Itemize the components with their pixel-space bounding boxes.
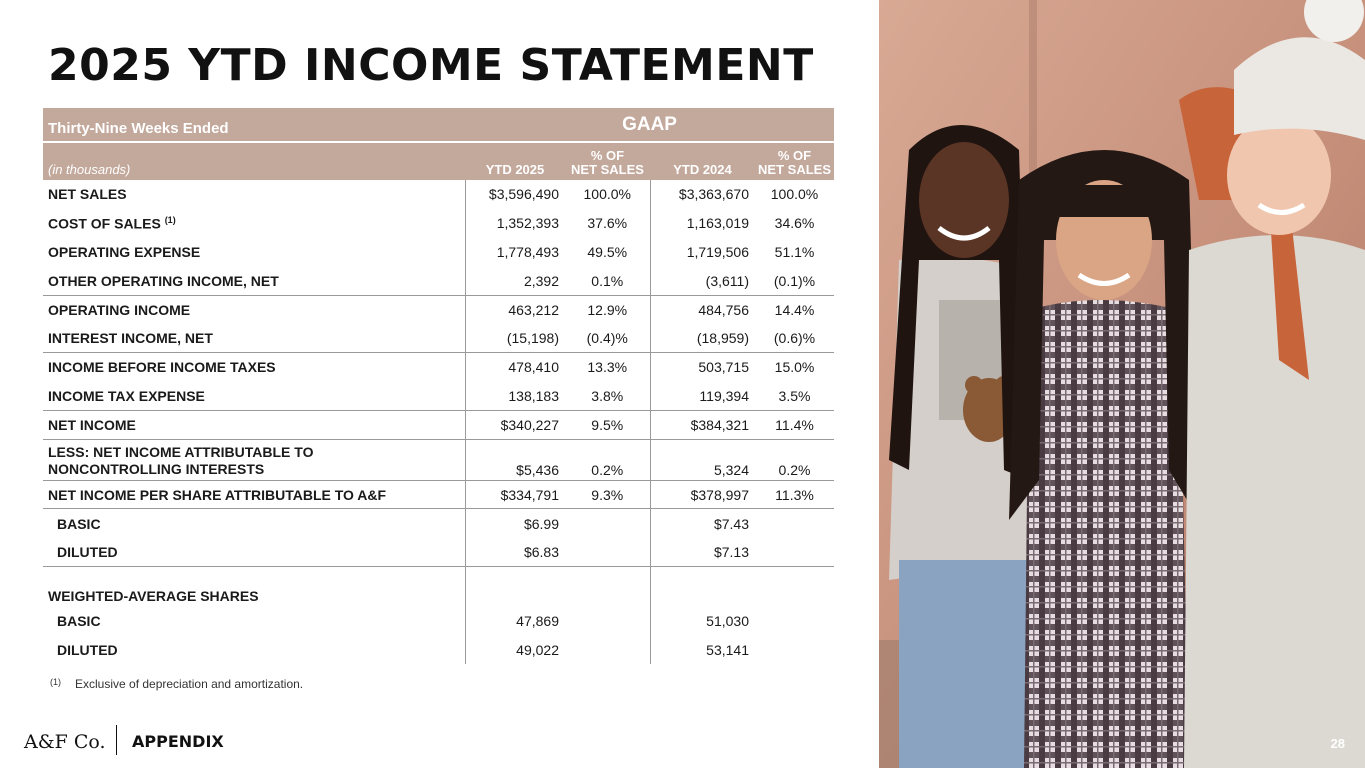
value-ytd-2025: 47,869 [465, 607, 565, 636]
pct-ytd-2024: (0.6)% [773, 330, 816, 347]
table-row [43, 635, 834, 664]
value-ytd-2024: (18,959) [650, 324, 755, 353]
row-label [43, 635, 465, 664]
row-label [43, 538, 465, 567]
value-ytd-2024: $378,997 [650, 480, 755, 509]
row-label [43, 324, 465, 353]
row-label [43, 295, 465, 324]
row-label-text: DILUTED [57, 641, 118, 658]
table-header-row [43, 108, 834, 142]
table-row [43, 567, 834, 607]
row-label [43, 410, 465, 439]
income-statement-table [43, 108, 834, 664]
pct-ytd-2025: 13.3% [565, 353, 650, 382]
row-label [43, 567, 465, 607]
pct-ytd-2025 [565, 635, 650, 664]
value-ytd-2025: $6.99 [465, 509, 565, 538]
pct-ytd-2025: 12.9% [565, 295, 650, 324]
row-label [43, 382, 465, 411]
page-number: 28 [1330, 736, 1345, 751]
row-label [43, 509, 465, 538]
row-label [43, 209, 465, 238]
row-label-text: OPERATING INCOME [48, 301, 191, 318]
table-row [43, 410, 834, 439]
table-row [43, 480, 834, 509]
appendix-label: APPENDIX [132, 732, 224, 751]
pct-ytd-2024: 14.4% [755, 295, 834, 324]
table-row [43, 180, 834, 209]
pct-ytd-2024: 15.0% [755, 353, 834, 382]
row-label-text: NET INCOME [48, 416, 136, 433]
row-label-text: COST OF SALES [48, 215, 161, 232]
row-label-line-2: NONCONTROLLING INTERESTS [48, 460, 265, 477]
value-ytd-2025: 478,410 [465, 353, 565, 382]
column-header-ytd-2025: YTD 2025 [465, 142, 565, 180]
pct-ytd-2024: 34.6% [774, 215, 815, 232]
value-ytd-2024: 484,756 [650, 295, 755, 324]
three-children-photo [879, 0, 1365, 768]
row-label-text: BASIC [57, 515, 101, 532]
table-row [43, 266, 834, 295]
pct-ytd-2025: (0.4)% [586, 330, 628, 347]
footer-divider [116, 725, 117, 755]
column-header-pct-2025: % OF NET SALES [565, 142, 650, 180]
value-ytd-2025: 463,212 [465, 295, 565, 324]
value-ytd-2025: $6.83 [465, 538, 565, 567]
value-ytd-2024: 51,030 [650, 607, 755, 636]
column-header-row [43, 142, 834, 180]
column-header-pct-2024: % OF NET SALES [755, 142, 834, 180]
pct-ytd-2025: 37.6% [587, 215, 628, 232]
column-header-ytd-2024: YTD 2024 [650, 142, 755, 180]
table-row [43, 538, 834, 567]
value-ytd-2024: 53,141 [650, 635, 755, 664]
value-ytd-2024: $7.13 [650, 538, 755, 567]
value-ytd-2024: 1,163,019 [650, 209, 755, 238]
footnote-ref: (1) [164, 214, 176, 225]
pct-ytd-2024: 51.1% [774, 243, 815, 260]
table-row [43, 353, 834, 382]
value-ytd-2025: $3,596,490 [465, 180, 565, 209]
value-ytd-2024: 5,324 [650, 439, 755, 480]
pct-ytd-2024: 3.5% [778, 387, 811, 404]
value-ytd-2025: 49,022 [465, 635, 565, 664]
table-row [43, 607, 834, 636]
gaap-label: GAAP [465, 108, 834, 142]
pct-ytd-2025: 0.1% [591, 272, 624, 289]
row-label-text: OTHER OPERATING INCOME, NET [48, 272, 279, 289]
value-ytd-2025: (15,198) [465, 324, 565, 353]
pct-ytd-2024: (0.1)% [773, 272, 816, 289]
value-ytd-2025: 2,392 [465, 266, 565, 295]
units-label: (in thousands) [43, 142, 465, 180]
value-ytd-2024: $7.43 [650, 509, 755, 538]
row-label-line-1: LESS: NET INCOME ATTRIBUTABLE TO [48, 443, 314, 460]
row-label [43, 266, 465, 295]
pct-ytd-2024 [755, 635, 834, 664]
pct-ytd-2024: 100.0% [770, 186, 819, 203]
value-ytd-2024: (3,611) [650, 266, 755, 295]
row-label-text: BASIC [57, 612, 101, 629]
row-label-text: NET SALES [48, 186, 127, 203]
table-row [43, 439, 834, 480]
pct-ytd-2024 [755, 509, 834, 538]
value-ytd-2024: 503,715 [650, 353, 755, 382]
value-ytd-2025: $340,227 [465, 410, 565, 439]
period-label: Thirty-Nine Weeks Ended [43, 108, 465, 142]
page-title: 2025 YTD INCOME STATEMENT [48, 40, 814, 91]
value-ytd-2024 [650, 567, 755, 607]
value-ytd-2024: 1,719,506 [650, 238, 755, 267]
row-label [43, 180, 465, 209]
pct-ytd-2025 [565, 538, 650, 567]
row-label-text: INCOME TAX EXPENSE [48, 387, 205, 404]
pct-ytd-2025: 100.0% [583, 186, 631, 203]
row-label-text: WEIGHTED-AVERAGE SHARES [48, 587, 259, 604]
pct-ytd-2024 [755, 567, 834, 607]
row-label [43, 480, 465, 509]
value-ytd-2025 [465, 567, 565, 607]
pct-ytd-2024: 11.4% [755, 410, 834, 439]
value-ytd-2025: 1,352,393 [465, 209, 565, 238]
row-label [43, 439, 465, 480]
footnote-mark: (1) [50, 677, 61, 687]
table-row [43, 295, 834, 324]
pct-ytd-2025 [565, 607, 650, 636]
pct-ytd-2025: 9.3% [565, 480, 650, 509]
footnote [50, 677, 303, 691]
pct-ytd-2024 [755, 607, 834, 636]
value-ytd-2025: 1,778,493 [465, 238, 565, 267]
pct-ytd-2025: 0.2% [565, 439, 650, 480]
row-label-text: INCOME BEFORE INCOME TAXES [48, 359, 276, 376]
pct-ytd-2025: 3.8% [591, 387, 624, 404]
value-ytd-2024: 119,394 [650, 382, 755, 411]
row-label [43, 238, 465, 267]
row-label-text: OPERATING EXPENSE [48, 243, 201, 260]
pct-ytd-2025: 9.5% [565, 410, 650, 439]
row-label [43, 353, 465, 382]
value-ytd-2025: $5,436 [465, 439, 565, 480]
af-co-logo: A&F Co. [24, 731, 106, 753]
table-row [43, 509, 834, 538]
table-row [43, 382, 834, 411]
table-row [43, 324, 834, 353]
row-label [43, 607, 465, 636]
pct-ytd-2025: 49.5% [587, 243, 628, 260]
row-label-text: DILUTED [57, 543, 118, 560]
footnote-text: Exclusive of depreciation and amortization. [75, 677, 304, 691]
value-ytd-2025: 138,183 [465, 382, 565, 411]
value-ytd-2024: $384,321 [650, 410, 755, 439]
row-label-text: NET INCOME PER SHARE ATTRIBUTABLE TO A&F [48, 486, 387, 503]
row-label-text: INTEREST INCOME, NET [48, 330, 213, 347]
value-ytd-2024: $3,363,670 [650, 180, 755, 209]
table-row [43, 238, 834, 267]
pct-ytd-2024: 11.3% [755, 480, 834, 509]
pct-ytd-2024: 0.2% [755, 439, 834, 480]
value-ytd-2025: $334,791 [465, 480, 565, 509]
table-row [43, 209, 834, 238]
pct-ytd-2025 [565, 567, 650, 607]
pct-ytd-2025 [565, 509, 650, 538]
pct-ytd-2024 [755, 538, 834, 567]
